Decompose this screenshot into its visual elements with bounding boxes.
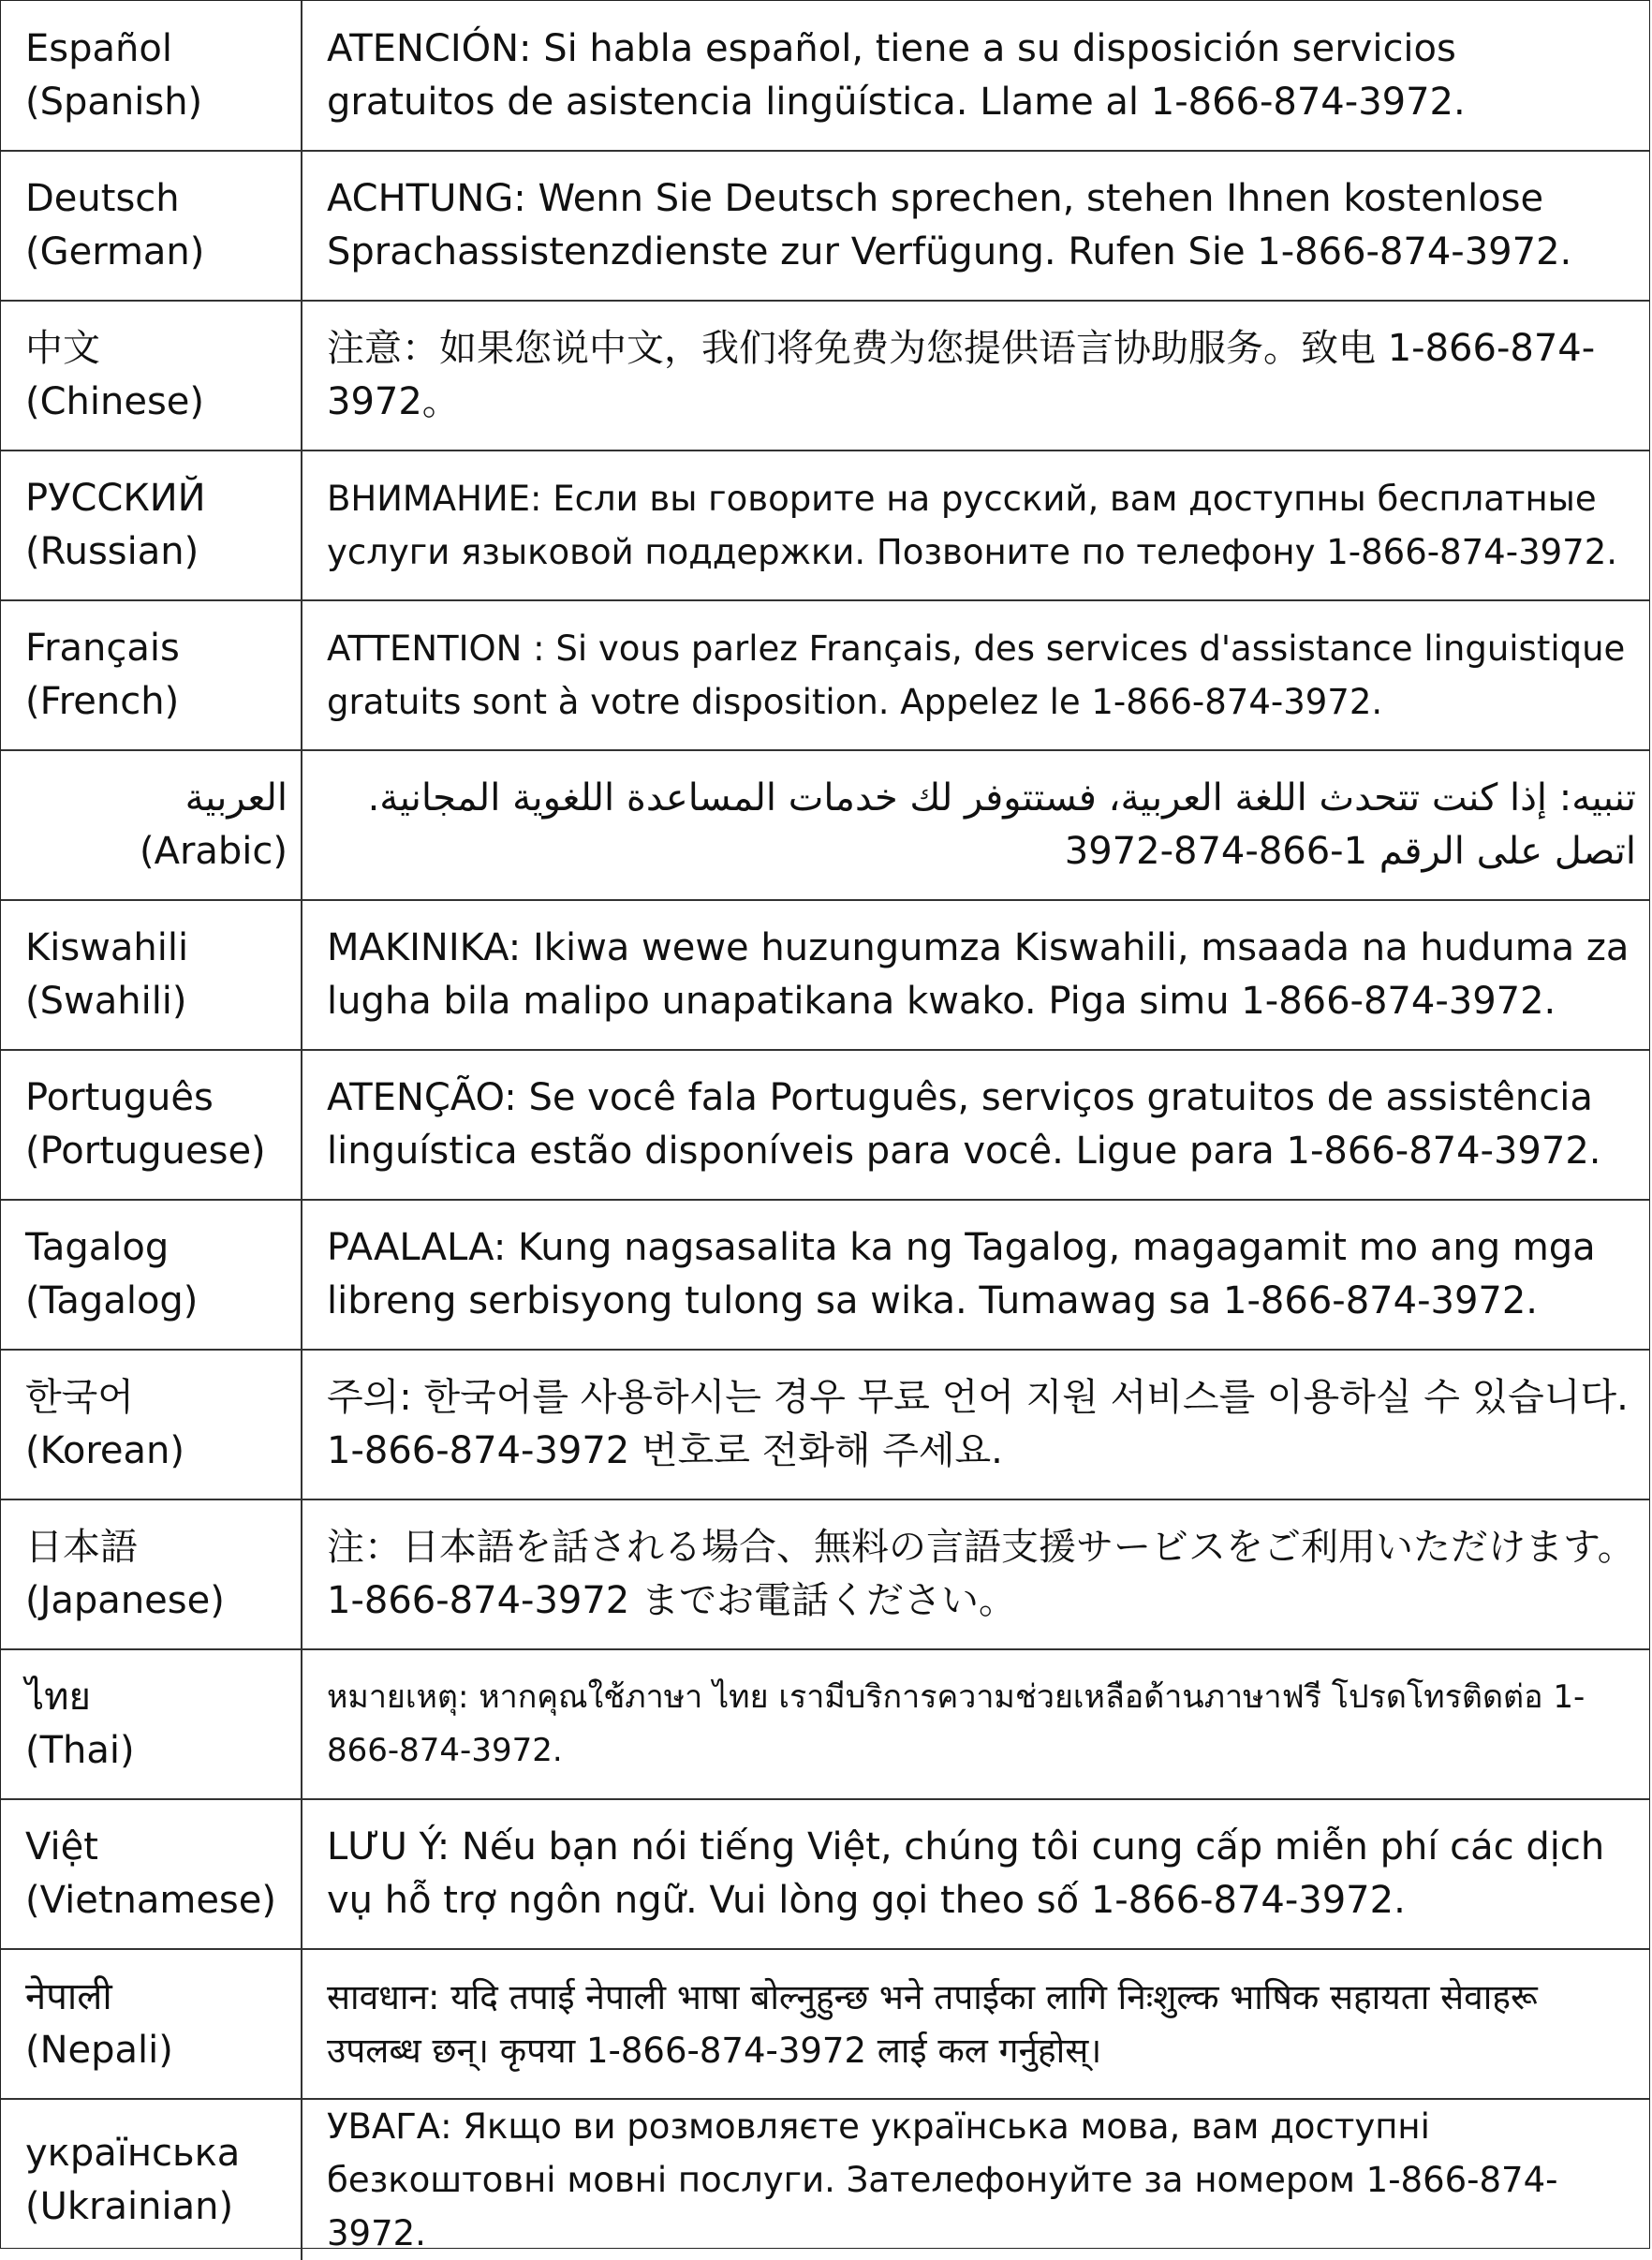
language-name-cell <box>1 2099 302 2260</box>
language-native-name: РУССКИЙ <box>25 477 206 520</box>
language-english-name: (Arabic) <box>139 830 288 873</box>
language-name-cell <box>1 1200 302 1350</box>
table-row <box>1 1 1649 151</box>
language-native-name: Español <box>25 26 172 70</box>
language-native-name: नेपाली <box>25 1975 112 2018</box>
notice-text: PAALALA: Kung nagsasalita ka ng Tagalog, magagamit mo ang mga libreng serbisyong tulong sa wika. Tumawag sa 1-866-874-3972. <box>327 1226 1596 1322</box>
notice-cell <box>302 151 1649 301</box>
language-name-cell <box>1 900 302 1050</box>
table-row <box>1 1499 1649 1649</box>
notice-text: ATENÇÃO: Se você fala Português, serviços gratuitos de assistência linguística estão disponíveis para você. Ligue para 1-866-874-3972. <box>327 1076 1601 1173</box>
language-name-cell <box>1 1949 302 2099</box>
language-native-name: العربية <box>184 776 288 820</box>
table-row <box>1 1949 1649 2099</box>
language-name-cell <box>1 1649 302 1799</box>
notice-cell <box>302 301 1649 451</box>
language-name-cell <box>1 301 302 451</box>
language-table <box>1 1 1649 2260</box>
notice-text: MAKINIKA: Ikiwa wewe huzungumza Kiswahili, msaada na huduma za lugha bila malipo unapatikana kwako. Piga simu 1-866-874-3972. <box>327 926 1630 1023</box>
table-row <box>1 2099 1649 2260</box>
language-native-name: 日本語 <box>25 1526 138 1569</box>
language-english-name: (Tagalog) <box>25 1279 199 1322</box>
table-row <box>1 301 1649 451</box>
language-english-name: (Vietnamese) <box>25 1879 276 1922</box>
language-english-name: (Chinese) <box>25 380 205 423</box>
language-native-name: 한국어 <box>25 1376 134 1419</box>
notice-text: ATENCIÓN: Si habla español, tiene a su disposición servicios gratuitos de asistencia lingüística. Llame al 1-866-874-3972. <box>327 26 1466 124</box>
language-native-name: Việt <box>25 1825 98 1869</box>
language-native-name: 中文 <box>25 327 100 370</box>
language-english-name: (German) <box>25 230 205 273</box>
notice-cell <box>302 1350 1649 1499</box>
language-native-name: українська <box>25 2131 241 2175</box>
table-row <box>1 151 1649 301</box>
notice-text: 注意：如果您说中文，我们将免费为您提供语言协助服务。致电 1-866-874-3972。 <box>327 327 1596 423</box>
notice-text: ATTENTION : Si vous parlez Français, des services d'assistance linguistique gratuits sont à votre disposition. Appelez le 1-866-874-3972. <box>327 628 1626 722</box>
table-row <box>1 1200 1649 1350</box>
language-name-cell <box>1 600 302 750</box>
notice-text: सावधान: यदि तपाई नेपाली भाषा बोल्नुहुन्छ भने तपाईका लागि निःशुल्क भाषिक सहायता सेवाहरू उपलब्ध छन्। कृपया 1-866-874-3972 लाई कल गर्नुहोस्। <box>327 1977 1538 2071</box>
table-row <box>1 1050 1649 1200</box>
language-english-name: (Thai) <box>25 1729 135 1772</box>
notice-cell <box>302 1799 1649 1949</box>
notice-cell <box>302 750 1649 900</box>
language-name-cell <box>1 151 302 301</box>
notice-cell <box>302 1 1649 151</box>
language-name-cell <box>1 1350 302 1499</box>
notice-text: 주의: 한국어를 사용하시는 경우 무료 언어 지원 서비스를 이용하실 수 있습니다. 1-866-874-3972 번호로 전화해 주세요. <box>327 1376 1629 1472</box>
language-name-cell <box>1 750 302 900</box>
table-row <box>1 1649 1649 1799</box>
notice-text: 注：日本語を話される場合、無料の言語支援サービスをご利用いただけます。1-866-874-3972 までお電話ください。 <box>327 1526 1635 1622</box>
notice-text: หมายเหตุ: หากคุณใช้ภาษา ไทย เรามีบริการความช่วยเหลือด้านภาษาฟรี โปรดโทรติดต่อ 1-866-874-3972. <box>327 1678 1586 1769</box>
notice-cell <box>302 1200 1649 1350</box>
notice-text: УВАГА: Якщо ви розмовляєте українська мова, вам доступні безкоштовні мовні послуги. Зателефонуйте за номером 1-866-874-3972. <box>327 2106 1558 2253</box>
notice-cell <box>302 1499 1649 1649</box>
notice-cell <box>302 1649 1649 1799</box>
language-native-name: Tagalog <box>25 1226 170 1269</box>
notice-text: تنبيه: إذا كنت تتحدث اللغة العربية، فستتوفر لك خدمات المساعدة اللغوية المجانية. اتصل على الرقم 1-866-874-3972 <box>367 776 1636 873</box>
language-english-name: (Nepali) <box>25 2029 173 2072</box>
language-native-name: Português <box>25 1076 214 1119</box>
language-native-name: Kiswahili <box>25 926 189 969</box>
language-english-name: (Swahili) <box>25 980 187 1023</box>
language-name-cell <box>1 451 302 600</box>
notice-text: ACHTUNG: Wenn Sie Deutsch sprechen, stehen Ihnen kostenlose Sprachassistenzdienste zur Verfügung. Rufen Sie 1-866-874-3972. <box>327 177 1572 273</box>
table-row <box>1 451 1649 600</box>
notice-cell <box>302 1050 1649 1200</box>
notice-text: LƯU Ý: Nếu bạn nói tiếng Việt, chúng tôi cung cấp miễn phí các dịch vụ hỗ trợ ngôn ngữ. Vui lòng gọi theo số 1-866-874-3972. <box>327 1825 1605 1922</box>
language-english-name: (Korean) <box>25 1429 184 1472</box>
notice-cell <box>302 1949 1649 2099</box>
table-row <box>1 1350 1649 1499</box>
table-row <box>1 900 1649 1050</box>
language-english-name: (Portuguese) <box>25 1130 266 1173</box>
language-name-cell <box>1 1 302 151</box>
language-english-name: (Japanese) <box>25 1579 225 1622</box>
language-native-name: Français <box>25 627 180 670</box>
language-name-cell <box>1 1499 302 1649</box>
notice-cell <box>302 2099 1649 2260</box>
table-row <box>1 750 1649 900</box>
notice-cell <box>302 600 1649 750</box>
language-english-name: (Russian) <box>25 530 199 573</box>
language-english-name: (Spanish) <box>25 80 203 124</box>
language-name-cell <box>1 1799 302 1949</box>
notice-text: ВНИМАНИЕ: Если вы говорите на русский, вам доступны бесплатные услуги языковой поддержки. Позвоните по телефону 1-866-874-3972. <box>327 479 1617 572</box>
language-native-name: Deutsch <box>25 177 180 220</box>
language-native-name: ไทย <box>25 1676 91 1719</box>
table-row <box>1 600 1649 750</box>
notice-cell <box>302 900 1649 1050</box>
language-name-cell <box>1 1050 302 1200</box>
notice-cell <box>302 451 1649 600</box>
language-english-name: (French) <box>25 680 180 723</box>
language-english-name: (Ukrainian) <box>25 2184 234 2228</box>
table-row <box>1 1799 1649 1949</box>
